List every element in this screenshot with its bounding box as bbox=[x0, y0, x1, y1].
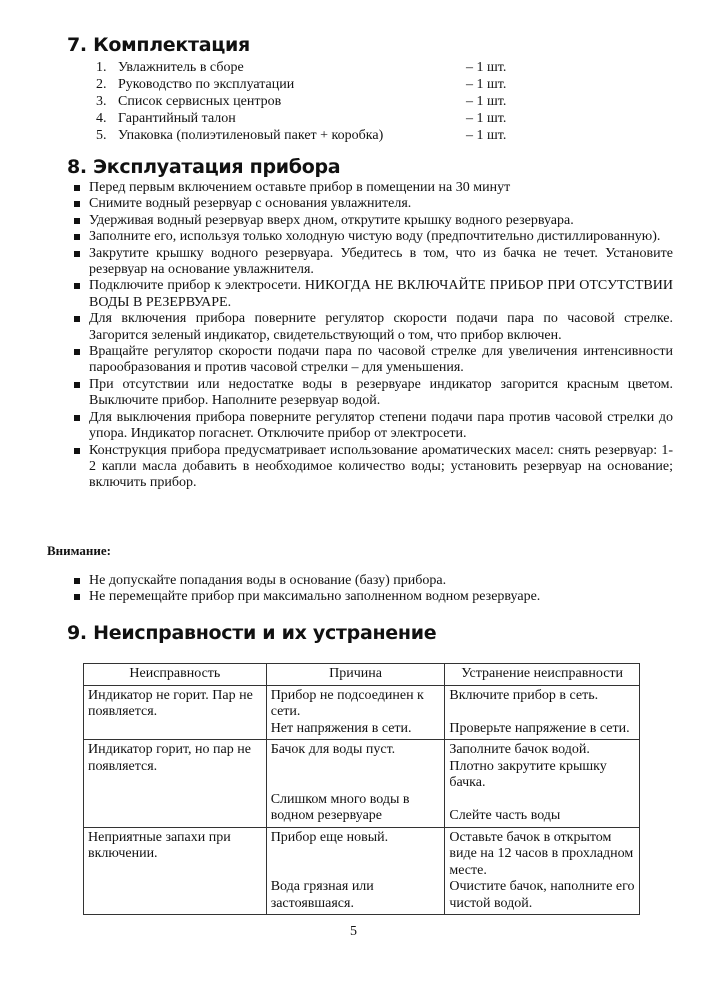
item-text: Упаковка (полиэтиленовый пакет + коробка) bbox=[118, 128, 384, 143]
square-bullet-icon bbox=[74, 283, 80, 289]
fix-text: Очистите бачок, наполните его чистой водой. bbox=[449, 879, 635, 911]
column-header-fix: Устранение неисправности bbox=[445, 664, 640, 686]
section-7-heading: 7. Комплектация bbox=[67, 34, 250, 56]
warning-list bbox=[73, 573, 673, 606]
item-text: Конструкция прибора предусматривает использование ароматических масел: снять резервуар: 1-2 капли масла добавить в необходимое количество воды; установить резервуар на основание; включить прибор. bbox=[89, 442, 673, 491]
fix-text: Проверьте напряжение в сети. bbox=[449, 720, 630, 736]
square-bullet-icon bbox=[74, 218, 80, 224]
list-item bbox=[73, 443, 673, 492]
item-number: 3. bbox=[96, 94, 107, 109]
table-row bbox=[84, 827, 640, 915]
square-bullet-icon bbox=[74, 316, 80, 322]
item-quantity: – 1 шт. bbox=[466, 60, 507, 75]
page-number: 5 bbox=[350, 924, 357, 939]
item-quantity: – 1 шт. bbox=[466, 111, 507, 126]
warning-label: Внимание: bbox=[47, 543, 111, 558]
fault-cell bbox=[84, 827, 267, 915]
cause-cell bbox=[266, 685, 445, 740]
package-contents-list bbox=[96, 59, 556, 144]
cause-text: Слишком много воды в водном резервуаре bbox=[270, 791, 410, 823]
item-text: Увлажнитель в сборе bbox=[118, 60, 244, 75]
list-item bbox=[73, 213, 673, 229]
list-item bbox=[96, 93, 556, 110]
item-quantity: – 1 шт. bbox=[466, 77, 507, 92]
list-item bbox=[73, 311, 673, 344]
square-bullet-icon bbox=[74, 201, 80, 207]
list-item bbox=[96, 76, 556, 93]
item-text: Снимите водный резервуар с основания увлажнителя. bbox=[89, 196, 412, 212]
fault-text: Неприятные запахи при включении. bbox=[88, 829, 231, 861]
item-text: Список сервисных центров bbox=[118, 94, 282, 109]
square-bullet-icon bbox=[74, 234, 80, 240]
item-text: При отсутствии или недостатке воды в резервуаре индикатор загорится красным цветом. Выключите прибор. Наполните резервуар водой. bbox=[89, 376, 673, 409]
list-item bbox=[73, 246, 673, 279]
list-item bbox=[96, 127, 556, 144]
item-text: Не допускайте попадания воды в основание (базу) прибора. bbox=[89, 573, 447, 588]
table-header-row bbox=[84, 664, 640, 686]
fault-cell bbox=[84, 740, 267, 828]
item-text: Удерживая водный резервуар вверх дном, открутите крышку водного резервуара. bbox=[89, 212, 574, 228]
item-text: Перед первым включением оставьте прибор в помещении на 30 минут bbox=[89, 180, 511, 195]
square-bullet-icon bbox=[74, 578, 80, 584]
fix-cell bbox=[445, 740, 640, 828]
table-row bbox=[84, 740, 640, 828]
list-item bbox=[73, 589, 673, 605]
item-text: Вращайте регулятор скорости подачи пара по часовой стрелке для увеличения интенсивности парообразования и против часовой стрелки – для уменьшения. bbox=[89, 344, 673, 376]
cause-text: Прибор еще новый. bbox=[270, 829, 389, 845]
column-header-fault: Неисправность bbox=[84, 664, 267, 686]
cause-text: Нет напряжения в сети. bbox=[270, 720, 412, 736]
fault-text: Индикатор не горит. Пар не появляется. bbox=[88, 687, 253, 719]
list-item bbox=[73, 180, 673, 196]
item-number: 5. bbox=[96, 128, 107, 143]
section-8-heading: 8. Эксплуатация прибора bbox=[67, 156, 341, 178]
square-bullet-icon bbox=[74, 448, 80, 454]
list-item bbox=[73, 196, 673, 212]
table-row bbox=[84, 685, 640, 740]
fault-text: Индикатор горит, но пар не появляется. bbox=[88, 742, 251, 774]
list-item bbox=[73, 229, 673, 245]
item-number: 4. bbox=[96, 111, 107, 126]
item-number: 2. bbox=[96, 77, 107, 92]
cause-cell bbox=[266, 740, 445, 828]
square-bullet-icon bbox=[74, 349, 80, 355]
list-item bbox=[73, 410, 673, 443]
square-bullet-icon bbox=[74, 382, 80, 388]
item-quantity: – 1 шт. bbox=[466, 128, 507, 143]
fix-text: Оставьте бачок в открытом виде на 12 часов в прохладном месте. bbox=[449, 829, 634, 878]
item-text: Для выключения прибора поверните регулятор степени подачи пара против часовой стрелки до упора. Индикатор погаснет. Отключите прибор от электросети. bbox=[89, 409, 673, 442]
item-quantity: – 1 шт. bbox=[466, 94, 507, 109]
square-bullet-icon bbox=[74, 185, 80, 191]
list-item bbox=[73, 278, 673, 311]
list-item bbox=[73, 344, 673, 377]
cause-cell bbox=[266, 827, 445, 915]
fix-cell bbox=[445, 685, 640, 740]
item-number: 1. bbox=[96, 60, 107, 75]
column-header-cause: Причина bbox=[266, 664, 445, 686]
item-text: Не перемещайте прибор при максимально заполненном водном резервуаре. bbox=[89, 589, 541, 605]
fix-cell bbox=[445, 827, 640, 915]
square-bullet-icon bbox=[74, 594, 80, 600]
item-text: Для включения прибора поверните регулятор скорости подачи пара по часовой стрелке. Загорится зеленый индикатор, свидетельствующий о том, что прибор включен. bbox=[89, 311, 673, 343]
section-9-heading: 9. Неисправности и их устранение bbox=[67, 622, 437, 644]
cause-text: Вода грязная или застоявшаяся. bbox=[270, 879, 374, 911]
list-item bbox=[96, 59, 556, 76]
cause-text: Бачок для воды пуст. bbox=[270, 742, 396, 757]
list-item bbox=[73, 573, 673, 589]
item-text: Закрутите крышку водного резервуара. Убедитесь в том, что из бачка не течет. Установите резервуар на основание увлажнителя. bbox=[89, 245, 673, 278]
troubleshooting-table bbox=[83, 663, 640, 915]
item-text: Руководство по эксплуатации bbox=[118, 77, 295, 92]
square-bullet-icon bbox=[74, 251, 80, 257]
operation-instructions-list bbox=[73, 180, 673, 492]
square-bullet-icon bbox=[74, 415, 80, 421]
list-item bbox=[73, 377, 673, 410]
fix-text: Слейте часть воды bbox=[449, 808, 561, 823]
list-item bbox=[96, 110, 556, 127]
item-text: Заполните его, используя только холодную чистую воду (предпочтительно дистиллированную). bbox=[89, 229, 661, 245]
item-text: Подключите прибор к электросети. НИКОГДА НЕ ВКЛЮЧАЙТЕ ПРИБОР ПРИ ОТСУТСТВИИ ВОДЫ В РЕЗЕРВУАРЕ. bbox=[89, 278, 673, 310]
fault-cell bbox=[84, 685, 267, 740]
fix-text: Заполните бачок водой. Плотно закрутите крышку бачка. bbox=[449, 742, 607, 790]
cause-text: Прибор не подсоединен к сети. bbox=[270, 687, 424, 719]
item-text: Гарантийный талон bbox=[118, 111, 236, 126]
fix-text: Включите прибор в сеть. bbox=[449, 687, 599, 703]
